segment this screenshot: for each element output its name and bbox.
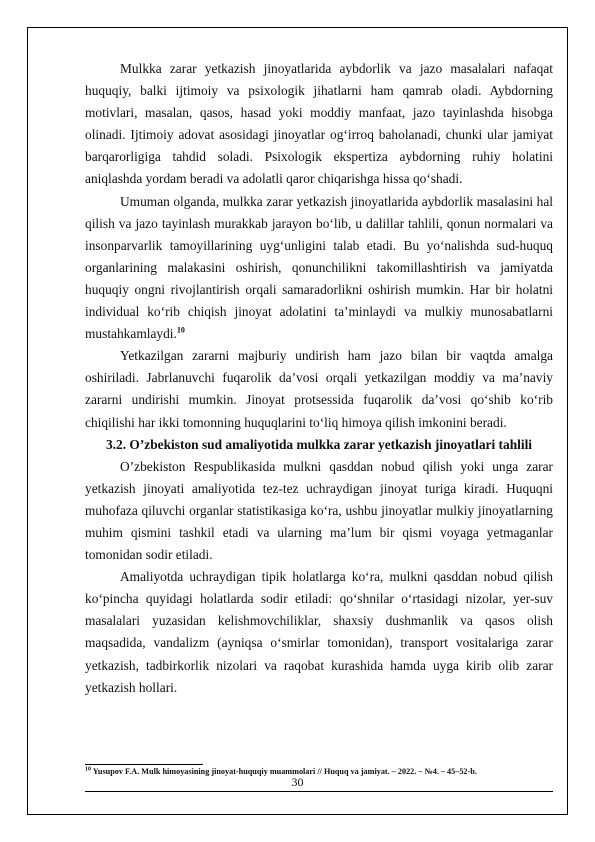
- bottom-rule: [85, 791, 553, 792]
- paragraph-1: Mulkka zarar yetkazish jinoyatlarida aybdorlik va jazo masalalari nafaqat huquqiy, balki ijtimoiy va psixologik jihatlarni ham qamrab oladi. Aybdorning motivlari, masalan, qasos, hasad yoki moddiy manfaat, jazo tayinlashda hisobga olinadi. Ijtimoiy adovat asosidagi jinoyatlar og‘irroq baholanadi, chunki ular jamiyat barqarorligiga tahdid soladi. Psixologik ekspertiza aybdorning ruhiy holatini aniqlashda yordam beradi va adolatli qaror chiqarishga hissa qo‘shadi.: [85, 61, 553, 187]
- paragraph-2: [85, 191, 553, 346]
- paragraph-3: Yetkazilgan zararni majburiy undirish ham jazo bilan bir vaqtda amalga oshiriladi. Jabrlanuvchi fuqarolik da’vosi orqali yetkazilgan moddiy va ma’naviy zararni undirishi mumkin. Jinoyat protsessida fuqarolik da’vosi qo‘shib ko‘rib chiqilishi har ikki tomonning huquqlarini to‘liq himoya qilish imkonini beradi.: [85, 348, 553, 430]
- paragraph-4: O’zbekiston Respublikasida mulkni qasddan nobud qilish yoki unga zarar yetkazish jinoyati amaliyotida tez-tez uchraydigan jinoyat turiga kiradi. Huquqni muhofaza qiluvchi organlar statistikasiga ko‘ra, ushbu jinoyatlar mulkiy jinoyatlarning muhim qismini tashkil etadi va ularning ma’lum bir qismi voyaga yetmaganlar tomonidan sodir etiladi.: [85, 458, 553, 563]
- paragraph-5: Amaliyotda uchraydigan tipik holatlarga ko‘ra, mulkni qasddan nobud qilish ko‘pincha quyidagi holatlarda sodir etiladi: qo‘shnilar o‘rtasidagi nizolar, yer-suv masalalari yuzasidan kelishmovchiliklar, shaxsiy dushmanlik va qasos olish maqsadida, vandalizm (ayniqsa o‘smirlar tomonidan), transport vositalariga zarar yetkazish, tadbirkorlik nizolari va raqobat kurashida hamda uyga kirib olib zarar yetkazish hollari.: [85, 569, 553, 695]
- section-heading: 3.2. O’zbekiston sud amaliyotida mulkka zarar yetkazish jinoyatlari tahlili: [105, 436, 533, 452]
- footnote-number: 10: [85, 766, 91, 773]
- paragraph-2-text: Umuman olganda, mulkka zarar yetkazish jinoyatlarida aybdorlik masalasini hal qilish va jazo tayinlash murakkab jarayon bo‘lib, u dalillar tahlili, qonun normalari va insonparvarlik tamoyillarining uyg‘unligini talab etadi. Bu yo‘nalishda sud-huquq organlarining malakasini oshirish, qonunchilikni takomillashtirish va jamiyatda huquqiy ongni rivojlantirish orqali samaradorlikni oshirish mumkin. Har bir holatni individual ko‘rib chiqish jinoyat adolatini ta’minlaydi va mulkiy munosabatlarni mustahkamlaydi.: [85, 193, 553, 342]
- footnote-separator: [85, 764, 203, 765]
- footnote-reference[interactable]: 10: [176, 325, 185, 335]
- page-body: [85, 58, 553, 699]
- page-number: 30: [291, 775, 304, 789]
- footnote-text: Yusupov F.A. Mulk himoyasining jinoyat-huquqiy muammolari // Huquq va jamiyat. – 2022. – №4. – 45–52-b.: [92, 767, 477, 776]
